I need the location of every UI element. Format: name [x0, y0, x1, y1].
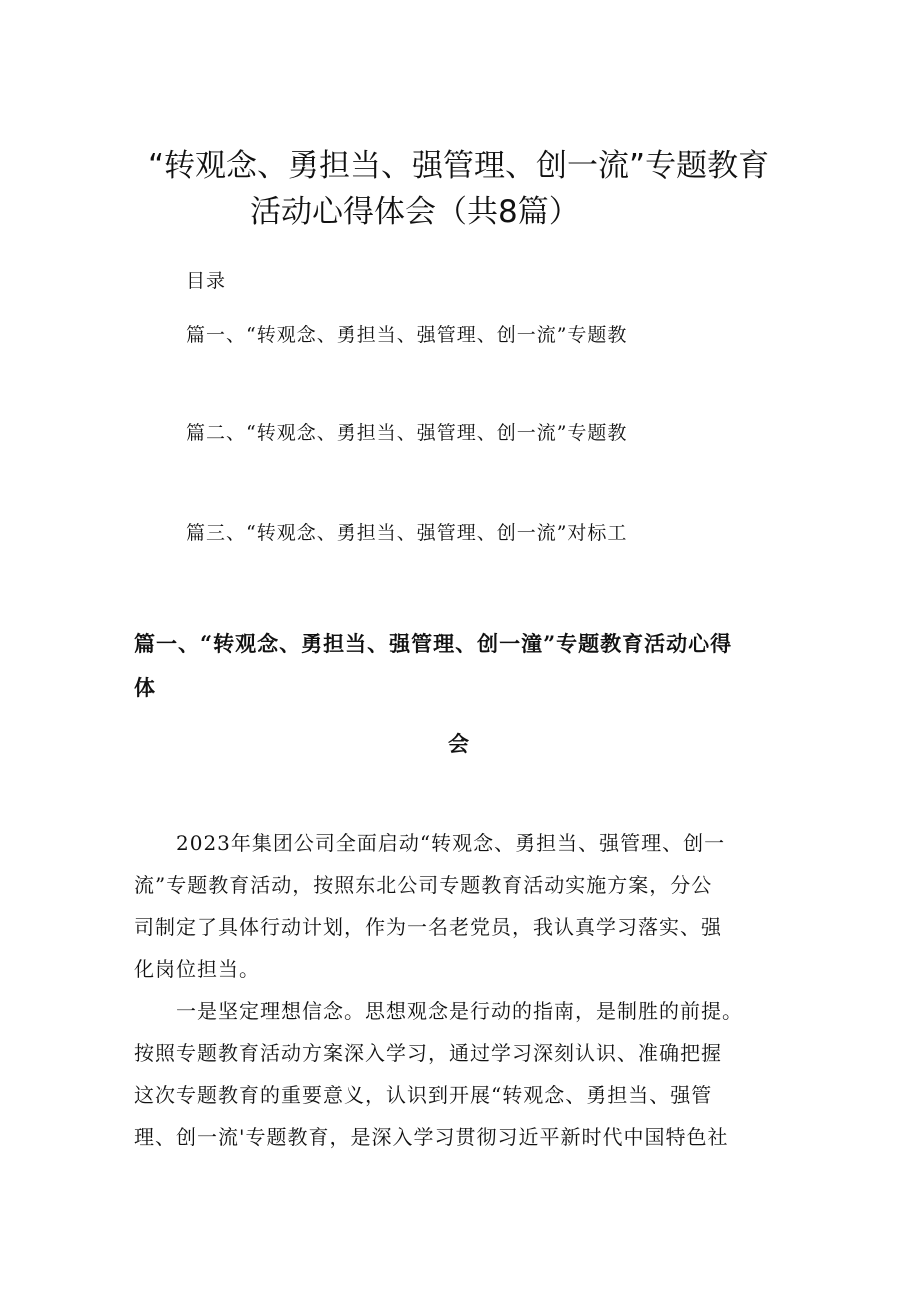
paragraph-line: 理、创一流'专题教育，是深入学习贯彻习近平新时代中国特色社 — [134, 1125, 729, 1149]
toc-heading: 目录 — [186, 270, 227, 292]
paragraph-line: 流”专题教育活动，按照东北公司专题教育活动实施方案，分公 — [134, 873, 713, 897]
document-title-line-2: 活动心得体会（共8篇） — [250, 194, 580, 230]
paragraph-line: 2023年集团公司全面启动“转观念、勇担当、强管理、创一 — [134, 831, 726, 855]
toc-item-1[interactable]: 篇一、“转观念、勇担当、强管理、创一流”专题教 — [186, 324, 628, 346]
body-paragraph-2 — [134, 990, 794, 1158]
section-heading-line-3: 会 — [448, 731, 470, 756]
paragraph-line: 司制定了具体行动计划，作为一名老党员，我认真学习落实、强 — [134, 915, 722, 939]
paragraph-line: 按照专题教育活动方案深入学习，通过学习深刻认识、准确把握 — [134, 1041, 722, 1065]
toc-item-3[interactable]: 篇三、“转观念、勇担当、强管理、创一流”对标工 — [186, 522, 628, 544]
section-heading-line-2: 体 — [134, 675, 156, 700]
body-paragraph-1 — [134, 822, 794, 990]
document-title-line-1: “转观念、勇担当、强管理、创一流”专题教育 — [148, 148, 770, 184]
paragraph-line: 这次专题教育的重要意义，认识到开展“转观念、勇担当、强管 — [134, 1083, 713, 1107]
paragraph-line: 化岗位担当。 — [134, 957, 260, 981]
paragraph-line: 一是坚定理想信念。思想观念是行动的指南，是制胜的前提。 — [134, 999, 743, 1023]
toc-item-2[interactable]: 篇二、“转观念、勇担当、强管理、创一流”专题教 — [186, 422, 628, 444]
section-heading-line-1: 篇一、“转观念、勇担当、强管理、创一潼”专题教育活动心得 — [134, 631, 733, 656]
